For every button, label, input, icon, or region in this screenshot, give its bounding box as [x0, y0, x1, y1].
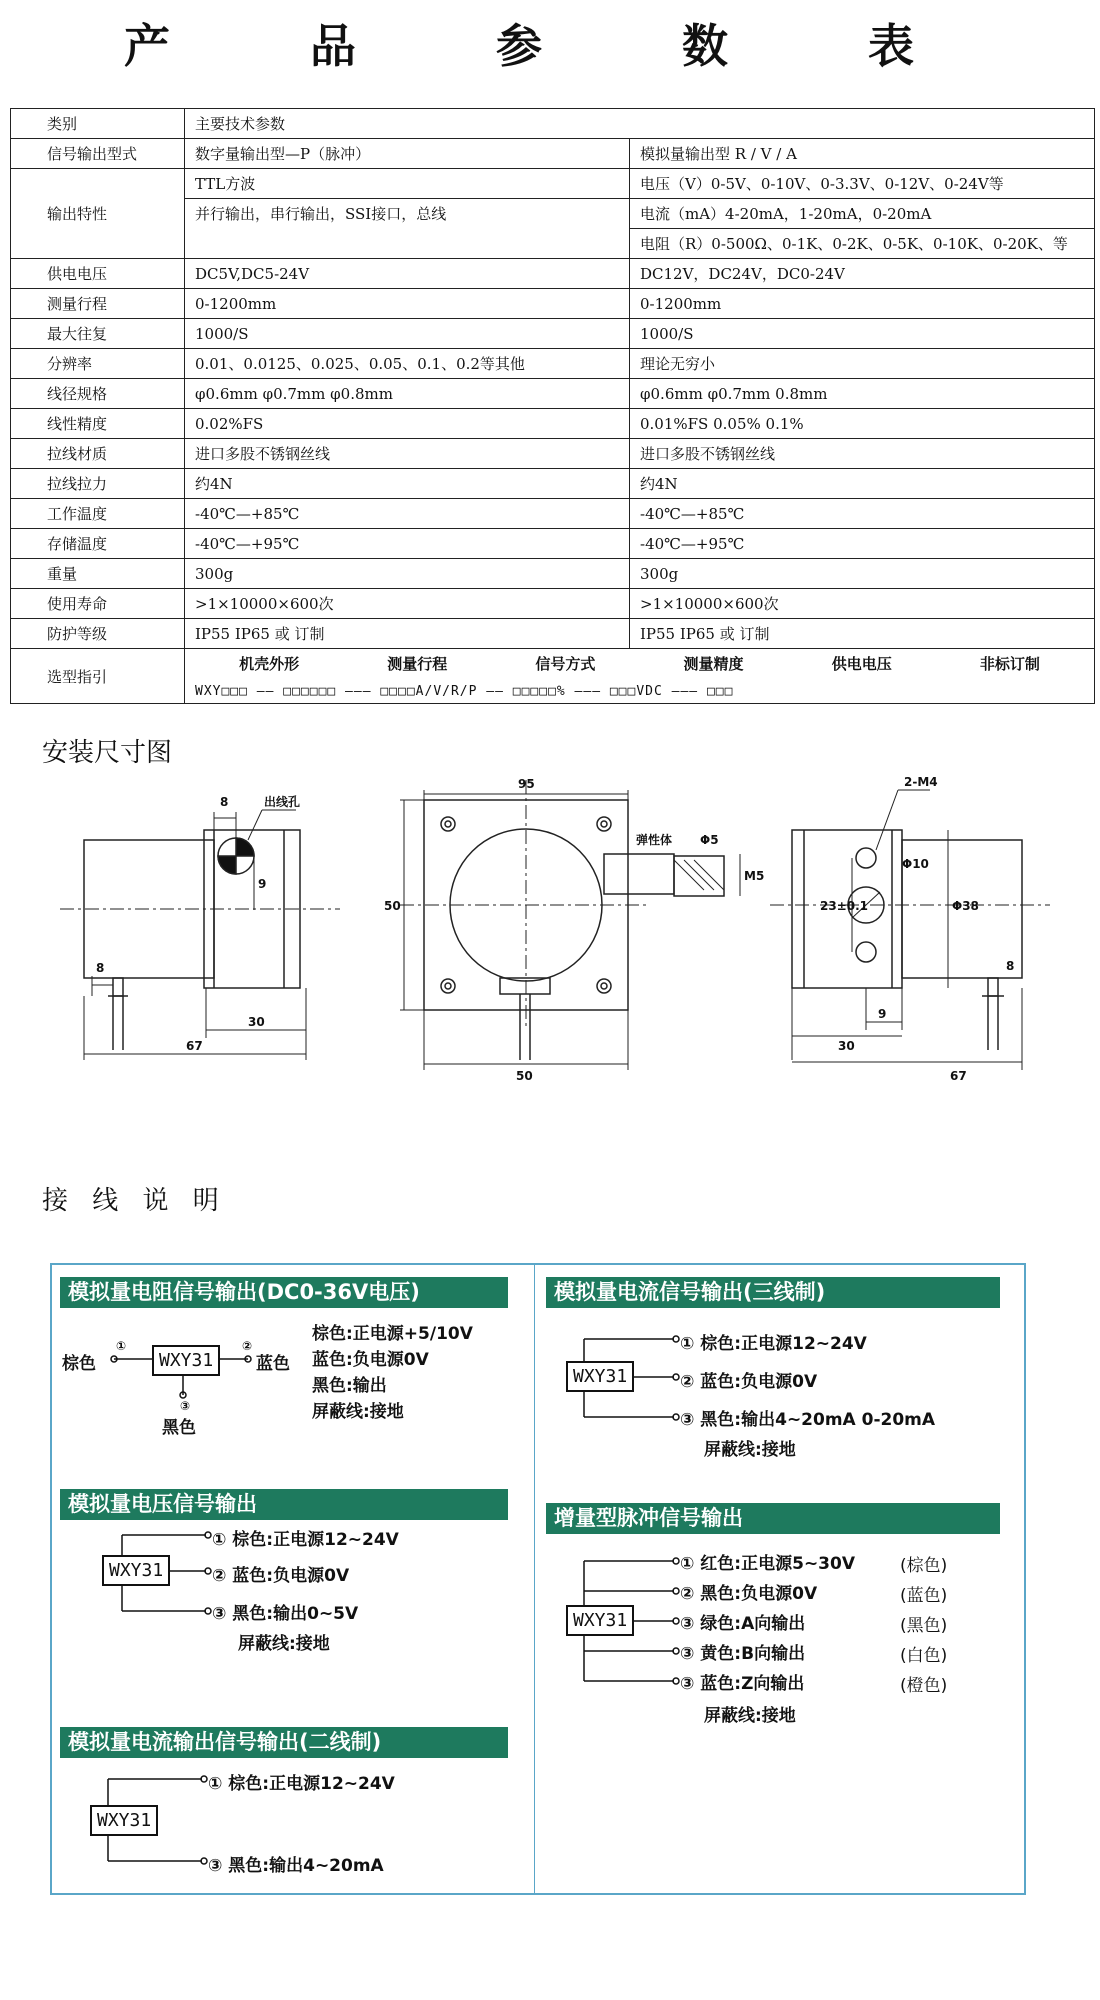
wire-desc: ② 黑色:负电源0V: [680, 1584, 818, 1604]
alt-color: (白色): [900, 1646, 948, 1666]
row-label: 线性精度: [11, 409, 185, 439]
digital-cell: DC5V,DC5-24V: [185, 259, 630, 289]
hole-label: 出线孔: [264, 795, 301, 809]
analog-cell: 理论无穷小: [630, 349, 1095, 379]
dim-label: 9: [878, 1007, 887, 1021]
pulse-title: 增量型脉冲信号输出: [546, 1503, 1000, 1534]
wire-desc: ① 棕色:正电源12~24V: [212, 1530, 399, 1550]
current3-title: 模拟量电流信号输出(三线制): [546, 1277, 1000, 1308]
page-title: 产 品 参 数 表: [123, 19, 977, 73]
analog-cell: IP55 IP65 或 订制: [630, 619, 1095, 649]
dim-label: 8: [96, 961, 105, 975]
digital-cell: >1×10000×600次: [185, 589, 630, 619]
dim-label: 50: [516, 1069, 533, 1083]
wxy31-box: WXY31: [566, 1605, 634, 1636]
alt-color: (棕色): [900, 1556, 948, 1576]
table-row: [11, 409, 1095, 439]
wire-desc: 蓝色:负电源0V: [312, 1350, 429, 1370]
row-label: 供电电压: [11, 259, 185, 289]
dim-label: 95: [518, 777, 535, 791]
row-label: 信号输出型式: [11, 139, 185, 169]
selection-headings: [195, 653, 1084, 674]
digital-cell: 1000/S: [185, 319, 630, 349]
wxy31-box: WXY31: [102, 1555, 170, 1586]
dim-label: 30: [838, 1039, 855, 1053]
table-row: [11, 379, 1095, 409]
shield-desc: 屏蔽线:接地: [704, 1706, 796, 1726]
spring-label: 弹性体: [636, 833, 673, 847]
left-wire-label: 棕色: [62, 1354, 96, 1374]
digital-cell: 0.01、0.0125、0.025、0.05、0.1、0.2等其他: [185, 349, 630, 379]
table-row: [11, 169, 1095, 199]
wiring-title: 接 线 说 明: [42, 1186, 227, 1216]
analog-cell: 1000/S: [630, 319, 1095, 349]
dim-label: 23±0.1: [820, 899, 869, 913]
row-label: 线径规格: [11, 379, 185, 409]
wire-desc: ② 蓝色:负电源0V: [212, 1566, 350, 1586]
alt-color: (黑色): [900, 1616, 948, 1636]
digital-cell: φ0.6mm φ0.7mm φ0.8mm: [185, 379, 630, 409]
digital-cell: 300g: [185, 559, 630, 589]
digital-cell: -40℃—+95℃: [185, 529, 630, 559]
alt-color: (蓝色): [900, 1586, 948, 1606]
wire-desc: ③ 黄色:B向输出: [680, 1644, 806, 1664]
digital-cell: 进口多股不锈钢丝线: [185, 439, 630, 469]
wire-desc: ③ 黑色:输出0~5V: [212, 1604, 359, 1624]
table-row: [11, 559, 1095, 589]
digital-cell: -40℃—+85℃: [185, 499, 630, 529]
wire-desc: 棕色:正电源+5/10V: [312, 1324, 473, 1344]
wire-desc: ③ 黑色:输出4~20mA: [208, 1856, 384, 1876]
dim-label: 9: [258, 877, 267, 891]
analog-cell: 0-1200mm: [630, 289, 1095, 319]
spring-body: [604, 854, 674, 894]
digital-cell: IP55 IP65 或 订制: [185, 619, 630, 649]
shield-desc: 屏蔽线:接地: [238, 1634, 330, 1654]
header-params: 主要技术参数: [185, 109, 1095, 139]
wire-desc: ② 蓝色:负电源0V: [680, 1372, 818, 1392]
m4-label: 2-M4: [904, 775, 938, 789]
row-label: 拉线拉力: [11, 469, 185, 499]
wiring-panel: [50, 1263, 1026, 1895]
analog-cell: 0.01%FS 0.05% 0.1%: [630, 409, 1095, 439]
row-label: 重量: [11, 559, 185, 589]
digital-cell: TTL方波: [185, 169, 630, 199]
table-row: [11, 289, 1095, 319]
table-row: [11, 619, 1095, 649]
dim-label: 50: [384, 899, 401, 913]
dimension-drawing: [0, 760, 1100, 1090]
selection-heading: 机壳外形: [239, 655, 300, 673]
wxy31-box: WXY31: [152, 1345, 220, 1376]
dim-label: 67: [950, 1069, 967, 1083]
shield-desc: 屏蔽线:接地: [704, 1440, 796, 1460]
wire-desc: ③ 黑色:输出4~20mA 0-20mA: [680, 1410, 936, 1430]
resistance-title: 模拟量电阻信号输出(DC0-36V电压): [60, 1277, 508, 1308]
digital-cell: 0-1200mm: [185, 289, 630, 319]
table-header-row: [11, 109, 1095, 139]
wxy31-box: WXY31: [90, 1805, 158, 1836]
table-row: [11, 319, 1095, 349]
dim-label: 67: [186, 1039, 203, 1053]
voltage-title: 模拟量电压信号输出: [60, 1489, 508, 1520]
table-row: [11, 139, 1095, 169]
analog-cell: -40℃—+85℃: [630, 499, 1095, 529]
wire-desc: ③ 蓝色:Z向输出: [680, 1674, 805, 1694]
row-label: 分辨率: [11, 349, 185, 379]
row-label: 工作温度: [11, 499, 185, 529]
wire-desc: 屏蔽线:接地: [312, 1402, 404, 1422]
dim-label: M5: [744, 869, 765, 883]
wire-number: ①: [116, 1339, 127, 1353]
selection-label: 选型指引: [11, 649, 185, 704]
selection-heading: 信号方式: [535, 655, 596, 673]
row-label: 测量行程: [11, 289, 185, 319]
analog-cell: 电流（mA）4-20mA，1-20mA，0-20mA: [630, 199, 1095, 229]
row-label: 最大往复: [11, 319, 185, 349]
row-label: 使用寿命: [11, 589, 185, 619]
digital-cell: 0.02%FS: [185, 409, 630, 439]
right-wire-label: 蓝色: [256, 1354, 290, 1374]
row-label: 输出特性: [11, 169, 185, 259]
analog-cell: 电压（V）0-5V、0-10V、0-3.3V、0-12V、0-24V等: [630, 169, 1095, 199]
analog-cell: 约4N: [630, 469, 1095, 499]
selection-heading: 测量精度: [683, 655, 744, 673]
dim-label: 8: [1006, 959, 1015, 973]
current2-title: 模拟量电流输出信号输出(二线制): [60, 1727, 508, 1758]
analog-cell: 300g: [630, 559, 1095, 589]
wire-desc: ③ 绿色:A向输出: [680, 1614, 806, 1634]
table-row: [11, 259, 1095, 289]
wire-desc: ① 棕色:正电源12~24V: [680, 1334, 867, 1354]
analog-cell: >1×10000×600次: [630, 589, 1095, 619]
dim-label: Φ5: [700, 833, 719, 847]
analog-cell: DC12V，DC24V，DC0-24V: [630, 259, 1095, 289]
header-category: 类别: [11, 109, 185, 139]
digital-cell: 约4N: [185, 469, 630, 499]
dim-label: 8: [220, 795, 229, 809]
analog-cell: 模拟量输出型 R / V / A: [630, 139, 1095, 169]
selection-heading: 非标订制: [979, 655, 1040, 673]
wire-number: ②: [242, 1339, 253, 1353]
wire-number: ③: [180, 1399, 191, 1413]
wxy31-box: WXY31: [566, 1361, 634, 1392]
digital-cell: 数字量输出型—P（脉冲）: [185, 139, 630, 169]
row-label: 拉线材质: [11, 439, 185, 469]
table-row: [11, 439, 1095, 469]
selection-row: [11, 649, 1095, 704]
wire-desc: ① 棕色:正电源12~24V: [208, 1774, 395, 1794]
selection-heading: 供电电压: [831, 655, 892, 673]
selection-guide: [185, 649, 1095, 704]
dim-label: 30: [248, 1015, 265, 1029]
wire-desc: ① 红色:正电源5~30V: [680, 1554, 855, 1574]
selection-codes: WXY□□□ —— □□□□□□ ——— □□□□A/V/R/P —— □□□□□% ——— □□□VDC ——— □□□: [195, 684, 734, 699]
analog-cell: φ0.6mm φ0.7mm 0.8mm: [630, 379, 1095, 409]
dim-label: Φ38: [952, 899, 979, 913]
wire-desc: 黑色:输出: [312, 1376, 387, 1396]
analog-cell: 进口多股不锈钢丝线: [630, 439, 1095, 469]
table-row: [11, 589, 1095, 619]
alt-color: (橙色): [900, 1676, 948, 1696]
dim-label: Φ10: [902, 857, 929, 871]
table-row: [11, 349, 1095, 379]
bottom-wire-label: 黑色: [162, 1418, 196, 1438]
digital-cell: 并行输出，串行输出，SSI接口，总线: [185, 199, 630, 259]
table-row: [11, 499, 1095, 529]
table-row: [11, 529, 1095, 559]
row-label: 防护等级: [11, 619, 185, 649]
install-title: 安装尺寸图: [42, 738, 173, 768]
analog-cell: 电阻（R）0-500Ω、0-1K、0-2K、0-5K、0-10K、0-20K、等: [630, 229, 1095, 259]
selection-heading: 测量行程: [387, 655, 448, 673]
spec-table: [10, 108, 1095, 704]
row-label: 存储温度: [11, 529, 185, 559]
table-row: [11, 469, 1095, 499]
analog-cell: -40℃—+95℃: [630, 529, 1095, 559]
